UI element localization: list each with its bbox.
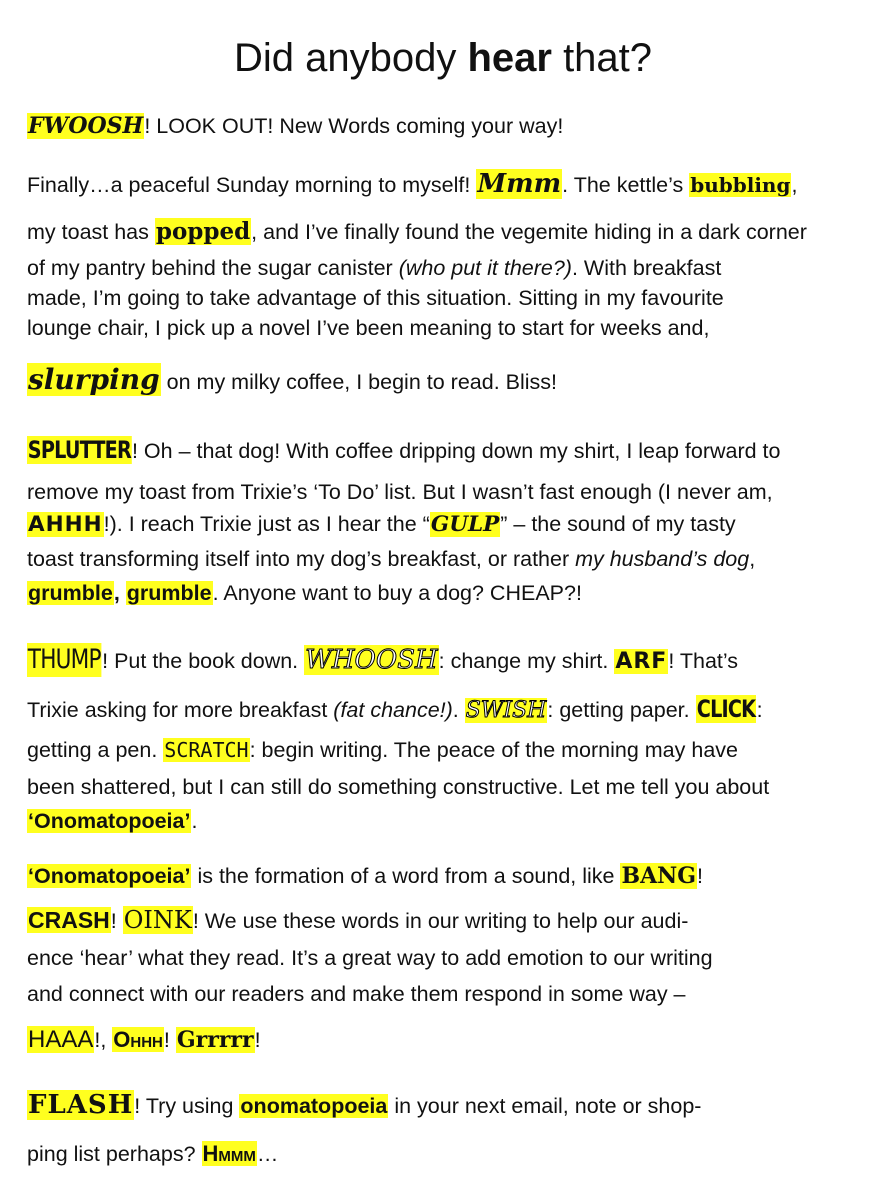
paragraph-5-line-5 — [27, 1022, 261, 1058]
highlighted-term-onomatopoeia: ‘Onomatopoeia’ — [28, 809, 191, 833]
paragraph-6-line-2 — [27, 1140, 278, 1168]
text: : — [756, 698, 763, 722]
sound-word-arf: ARF — [615, 649, 668, 674]
text: my toast has — [27, 220, 155, 244]
paragraph-3-line-2 — [27, 478, 773, 506]
text: . Anyone want to buy a dog? CHEAP?! — [212, 581, 582, 605]
paragraph-4-line-2 — [27, 695, 763, 725]
text: in your next email, note or shop- — [388, 1094, 702, 1118]
paragraph-1-line-1 — [27, 112, 563, 140]
sound-word-grrrrr: Grrrrr — [176, 1027, 254, 1053]
text: . — [191, 809, 198, 833]
sound-word-bang: BANG — [621, 863, 697, 889]
text: !, — [94, 1028, 113, 1052]
text: ! — [163, 1028, 176, 1052]
italic-text: my husband’s dog — [575, 547, 750, 571]
paragraph-3-line-1 — [27, 436, 781, 465]
sound-word-slurping: slurping — [28, 363, 160, 396]
highlighted-term-onomatopoeia: onomatopoeia — [240, 1094, 388, 1118]
title-bold-word: hear — [467, 35, 552, 80]
text: been shattered, but I can still do something constructive. Let me tell you about — [27, 775, 770, 799]
text: is the formation of a word from a sound, like — [191, 864, 621, 888]
paragraph-2-line-4 — [27, 284, 724, 312]
text: ! Try using — [134, 1094, 240, 1118]
text: … — [256, 1142, 279, 1166]
paragraph-3-line-3 — [27, 510, 736, 539]
text: : change my shirt. — [438, 649, 615, 673]
sound-word-popped: popped — [155, 218, 251, 245]
paragraph-5-line-3 — [27, 944, 713, 972]
text: . — [452, 698, 465, 722]
text: . With breakfast — [571, 256, 722, 280]
text: ! That’s — [668, 649, 739, 673]
text: : getting paper. — [547, 698, 696, 722]
paragraph-3-line-5 — [27, 579, 582, 607]
text: getting a pen. — [27, 738, 164, 762]
sound-word-oink: OINK — [123, 906, 192, 934]
paragraph-3-line-4 — [27, 545, 755, 573]
title-suffix: that? — [551, 35, 653, 80]
text: of my pantry behind the sugar canister — [27, 256, 399, 280]
paragraph-2-line-6 — [27, 360, 557, 402]
text: , — [749, 547, 756, 571]
text: , — [791, 173, 798, 197]
text: remove my toast from Trixie’s ‘To Do’ list. But I wasn’t fast enough (I never am, — [27, 480, 773, 504]
sound-word-whoosh: WHOOSH — [305, 645, 438, 675]
sound-word-ohhh: Ohhh — [113, 1027, 163, 1052]
text: , — [113, 581, 126, 605]
page-title — [0, 35, 886, 81]
paragraph-2-line-5 — [27, 314, 709, 342]
italic-text: (fat chance!) — [333, 698, 453, 722]
text: ! Put the book down. — [102, 649, 305, 673]
paragraph-2-line-2 — [27, 218, 807, 246]
paragraph-5-line-4 — [27, 980, 686, 1008]
paragraph-4-line-5 — [27, 807, 197, 835]
text: ence ‘hear’ what they read. It’s a great way to add emotion to our writing — [27, 946, 713, 970]
paragraph-5-line-1 — [27, 862, 703, 890]
sound-word-thump: THUMP — [27, 644, 101, 675]
text: ! We use these words in our writing to help our audi- — [192, 909, 689, 933]
sound-word-click: CLICK — [696, 695, 755, 723]
text: ! Oh – that dog! With coffee dripping down my shirt, I leap forward to — [131, 439, 781, 463]
sound-word-bubbling: bubbling — [690, 173, 791, 197]
text: and connect with our readers and make them respond in some way – — [27, 982, 686, 1006]
text: ” – the sound of my tasty — [500, 512, 736, 536]
paragraph-2-line-1 — [27, 170, 797, 199]
sound-word-flash: FLASH — [28, 1090, 134, 1120]
sound-word-splutter: SPLUTTER — [27, 436, 131, 464]
sound-word-haaa: HAAA — [28, 1026, 94, 1053]
text: !). I reach Trixie just as I hear the “ — [103, 512, 430, 536]
paragraph-2-line-3 — [27, 254, 721, 282]
text: on my milky coffee, I begin to read. Bliss! — [160, 370, 558, 394]
text: ! — [110, 909, 123, 933]
paragraph-4-line-3 — [27, 736, 738, 764]
highlighted-term-onomatopoeia: ‘Onomatopoeia’ — [28, 864, 191, 888]
sound-word-grumble: grumble — [28, 581, 113, 605]
text: lounge chair, I pick up a novel I’ve been meaning to start for weeks and, — [27, 316, 710, 340]
italic-text: (who put it there?) — [398, 256, 572, 280]
sound-word-hmmm: Hmmm — [202, 1141, 256, 1166]
title-prefix: Did anybody — [233, 35, 468, 80]
sound-word-scratch: SCRATCH — [164, 738, 249, 762]
text: ! — [254, 1028, 261, 1052]
sound-word-grumble: grumble — [126, 581, 212, 605]
text: Finally…a peaceful Sunday morning to myself! — [27, 173, 477, 197]
sound-word-swish: SWISH — [465, 698, 547, 723]
sound-word-fwoosh: FWOOSH — [28, 113, 144, 139]
paragraph-4-line-1 — [27, 643, 738, 679]
text: made, I’m going to take advantage of this situation. Sitting in my favourite — [27, 286, 724, 310]
sound-word-crash: CRASH — [28, 907, 110, 933]
text: ! LOOK OUT! New Words coming your way! — [144, 114, 564, 138]
sound-word-ahhh: AHHH — [28, 512, 103, 537]
text: . The kettle’s — [562, 173, 690, 197]
paragraph-4-line-4 — [27, 773, 769, 801]
text: ! — [697, 864, 704, 888]
sound-word-gulp: GULP — [430, 512, 500, 537]
text: toast transforming itself into my dog’s breakfast, or rather — [27, 547, 576, 571]
text: : begin writing. The peace of the morning may have — [249, 738, 738, 762]
sound-word-mmm: Mmm — [477, 169, 562, 199]
text: ping list perhaps? — [27, 1142, 202, 1166]
paragraph-6-line-1 — [27, 1088, 701, 1123]
text: Trixie asking for more breakfast — [27, 698, 334, 722]
paragraph-5-line-2 — [27, 906, 688, 935]
text: , and I’ve finally found the vegemite hiding in a dark corner — [251, 220, 807, 244]
